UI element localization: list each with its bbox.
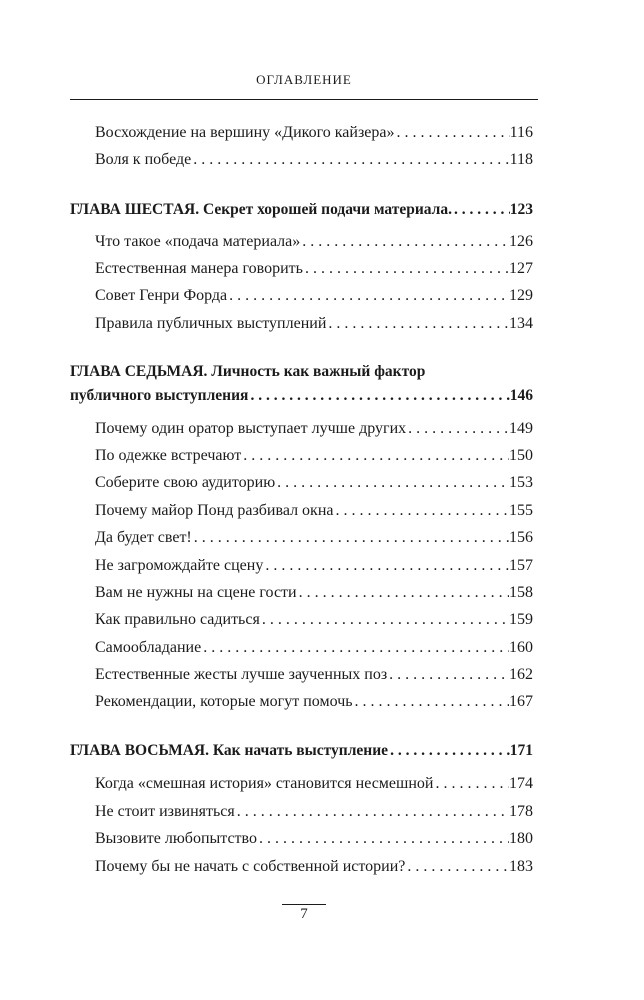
dot-leader bbox=[248, 385, 509, 407]
dot-leader bbox=[387, 664, 509, 686]
dot-leader bbox=[300, 231, 509, 253]
toc-entry-page: 153 bbox=[509, 474, 533, 491]
toc-entry-page: 183 bbox=[509, 858, 533, 875]
toc-entry-page: 127 bbox=[509, 260, 533, 277]
dot-leader bbox=[227, 285, 509, 307]
dot-leader bbox=[405, 856, 509, 878]
dot-leader bbox=[433, 773, 509, 795]
toc-entry-title: По одежке встречают bbox=[95, 447, 242, 464]
toc-entry-page: 167 bbox=[509, 693, 533, 710]
dot-leader bbox=[326, 313, 509, 335]
toc-entry-title: Вам не нужны на сцене гости bbox=[95, 584, 297, 601]
toc-entry-title: Не стоит извиняться bbox=[95, 803, 235, 820]
dot-leader bbox=[275, 472, 509, 494]
toc-entry-page: 162 bbox=[509, 666, 533, 683]
toc-entry-title: Что такое «подача материала» bbox=[95, 233, 301, 250]
toc-entry-title: Самообладание bbox=[95, 639, 202, 656]
running-header: ОГЛАВЛЕНИЕ bbox=[256, 72, 352, 87]
toc-chapter-title: публичного выступления bbox=[70, 387, 249, 404]
toc-entry[interactable] bbox=[95, 555, 533, 577]
toc-chapter-heading[interactable] bbox=[70, 740, 533, 762]
toc-entry-page: 126 bbox=[509, 233, 533, 250]
toc-entry[interactable] bbox=[95, 313, 533, 335]
toc-entry-title: Воля к победе bbox=[95, 151, 192, 168]
toc-entry-title: Рекомендации, которые могут помочь bbox=[95, 693, 353, 710]
toc-entry-page: 178 bbox=[509, 803, 533, 820]
dot-leader bbox=[388, 740, 510, 762]
toc-entry[interactable] bbox=[95, 258, 533, 280]
toc-entry[interactable] bbox=[95, 691, 533, 713]
toc-entry[interactable] bbox=[95, 582, 533, 604]
toc-entry[interactable] bbox=[95, 418, 533, 440]
toc-entry-page: 129 bbox=[509, 287, 533, 304]
header-rule bbox=[70, 99, 538, 100]
toc-entry-title: Естественные жесты лучше заученных поз bbox=[95, 666, 388, 683]
toc-chapter-title-line1[interactable]: ГЛАВА СЕДЬМАЯ. Личность как важный фактор bbox=[70, 363, 426, 380]
toc-entry[interactable] bbox=[95, 149, 533, 171]
dot-leader bbox=[297, 582, 509, 604]
toc-chapter-page: 171 bbox=[509, 742, 533, 759]
dot-leader bbox=[241, 445, 509, 467]
toc-entry[interactable] bbox=[95, 773, 533, 795]
toc-entry[interactable] bbox=[95, 856, 533, 878]
toc-entry-title: Правила публичных выступлений bbox=[95, 315, 327, 332]
dot-leader bbox=[263, 555, 509, 577]
dot-leader bbox=[406, 418, 509, 440]
toc-entry-title: Восхождение на вершину «Дикого кайзера» bbox=[95, 124, 395, 141]
toc-entry-title: Не загромождайте сцену bbox=[95, 557, 264, 574]
toc-entry[interactable] bbox=[95, 637, 533, 659]
toc-entry-page: 118 bbox=[509, 151, 533, 168]
toc-entry-page: 159 bbox=[509, 611, 533, 628]
toc-entry-page: 134 bbox=[509, 315, 533, 332]
dot-leader bbox=[303, 258, 509, 280]
dot-leader bbox=[235, 801, 509, 823]
toc-entry-page: 155 bbox=[509, 502, 533, 519]
toc-entry-title: Почему один оратор выступает лучше других bbox=[95, 420, 407, 437]
toc-entry-title: Вызовите любопытство bbox=[95, 830, 257, 847]
dot-leader bbox=[394, 122, 509, 144]
toc-entry-page: 116 bbox=[509, 124, 533, 141]
dot-leader bbox=[333, 500, 509, 522]
dot-leader bbox=[452, 199, 510, 221]
toc-chapter-page: 146 bbox=[509, 387, 533, 404]
toc-chapter-heading[interactable] bbox=[70, 199, 533, 221]
toc-entry-page: 160 bbox=[509, 639, 533, 656]
toc-entry-page: 158 bbox=[509, 584, 533, 601]
toc-entry-page: 180 bbox=[509, 830, 533, 847]
toc-chapter-heading[interactable] bbox=[70, 385, 533, 407]
toc-entry[interactable] bbox=[95, 285, 533, 307]
toc-chapter-title: ГЛАВА ШЕСТАЯ. Секрет хорошей подачи материала. bbox=[70, 201, 452, 218]
footer-rule bbox=[282, 904, 326, 905]
dot-leader bbox=[257, 828, 509, 850]
toc-entry-title: Когда «смешная история» становится несмешной bbox=[95, 775, 434, 792]
toc-entry[interactable] bbox=[95, 445, 533, 467]
toc-entry-page: 156 bbox=[509, 529, 533, 546]
toc-entry-page: 149 bbox=[509, 420, 533, 437]
toc-entry[interactable] bbox=[95, 801, 533, 823]
dot-leader bbox=[192, 527, 509, 549]
toc-chapter-title: ГЛАВА ВОСЬМАЯ. Как начать выступление bbox=[70, 742, 389, 759]
toc-entry[interactable] bbox=[95, 527, 533, 549]
toc-entry[interactable] bbox=[95, 122, 533, 144]
toc-entry-title: Соберите свою аудиторию bbox=[95, 474, 276, 491]
toc-entry[interactable] bbox=[95, 609, 533, 631]
page-number: 7 bbox=[300, 906, 308, 922]
toc-entry-page: 150 bbox=[509, 447, 533, 464]
toc-entry-title: Да будет свет! bbox=[95, 529, 192, 546]
toc-entry[interactable] bbox=[95, 500, 533, 522]
toc-entry-page: 157 bbox=[509, 557, 533, 574]
toc-entry-title: Как правильно садиться bbox=[95, 611, 260, 628]
toc-entry[interactable] bbox=[95, 664, 533, 686]
dot-leader bbox=[201, 637, 509, 659]
toc-entry-title: Почему бы не начать с собственной истории? bbox=[95, 858, 406, 875]
toc-chapter-page: 123 bbox=[509, 201, 533, 218]
dot-leader bbox=[260, 609, 509, 631]
toc-entry[interactable] bbox=[95, 472, 533, 494]
dot-leader bbox=[191, 149, 509, 171]
toc-entry-title: Естественная манера говорить bbox=[95, 260, 303, 277]
dot-leader bbox=[353, 691, 509, 713]
toc-entry-title: Почему майор Понд разбивал окна bbox=[95, 502, 334, 519]
toc-entry-title: Совет Генри Форда bbox=[95, 287, 228, 304]
toc-entry[interactable] bbox=[95, 231, 533, 253]
toc-entry-page: 174 bbox=[509, 775, 533, 792]
toc-entry[interactable] bbox=[95, 828, 533, 850]
